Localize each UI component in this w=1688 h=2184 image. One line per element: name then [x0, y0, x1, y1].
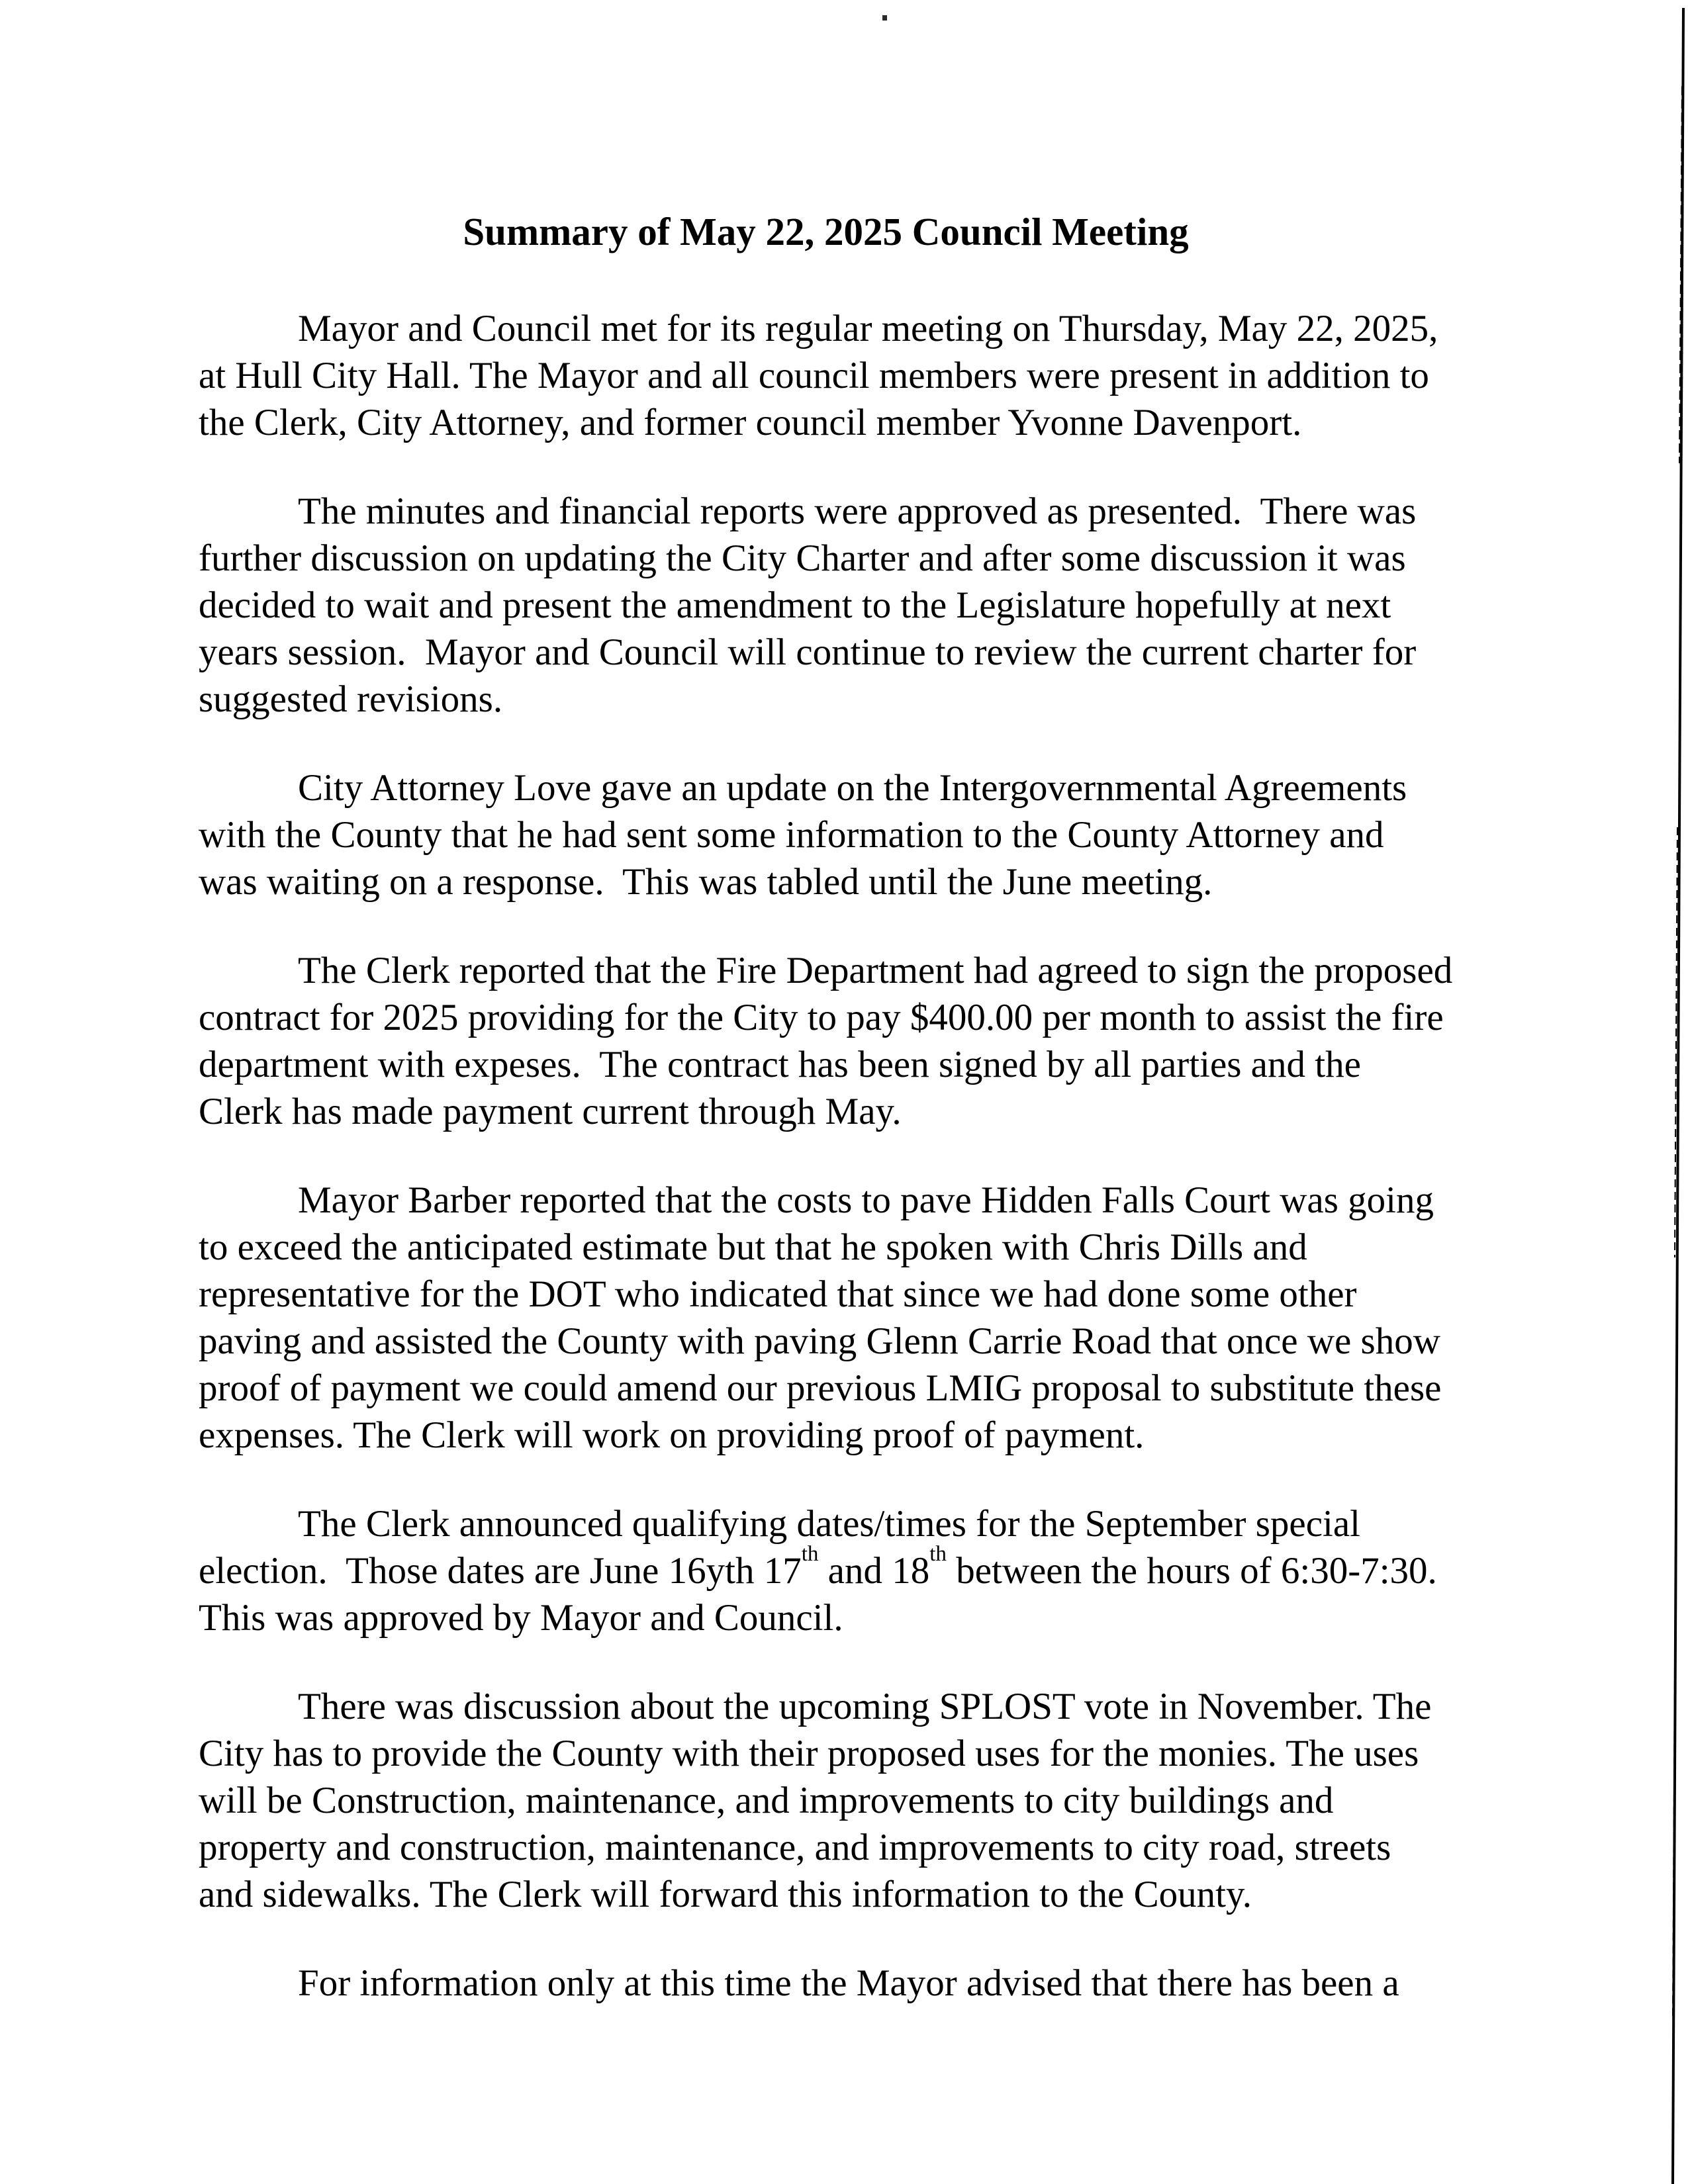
- text-line: For information only at this time the Mayor advised that there has been a: [298, 1962, 1399, 2004]
- text-line: Clerk has made payment current through May.: [199, 1091, 902, 1132]
- text-line: The Clerk announced qualifying dates/times for the September special: [298, 1503, 1360, 1545]
- text-line: City has to provide the County with their proposed uses for the monies. The uses: [199, 1733, 1419, 1774]
- text-line: suggested revisions.: [199, 678, 503, 720]
- text-line: Mayor and Council met for its regular meeting on Thursday, May 22, 2025,: [298, 308, 1438, 349]
- text-line: department with expeses. The contract has been signed by all parties and the: [199, 1044, 1361, 1085]
- paragraph: [199, 305, 1453, 446]
- text-line: The Clerk reported that the Fire Department had agreed to sign the proposed: [298, 950, 1453, 991]
- ordinal-suffix: th: [801, 1542, 819, 1567]
- text-line: The minutes and financial reports were approved as presented. There was: [298, 490, 1417, 532]
- text-line: and sidewalks. The Clerk will forward this information to the County.: [199, 1874, 1252, 1915]
- ordinal-suffix: th: [929, 1542, 947, 1567]
- document-title: Summary of May 22, 2025 Council Meeting: [463, 210, 1189, 253]
- text-line: City Attorney Love gave an update on the Intergovernmental Agreements: [298, 767, 1407, 809]
- paragraph: [199, 1500, 1453, 1641]
- text-line: decided to wait and present the amendment to the Legislature hopefully at next: [199, 584, 1391, 626]
- paragraph: [199, 947, 1453, 1135]
- text-line: was waiting on a response. This was tabled until the June meeting.: [199, 861, 1213, 903]
- text-line: election. Those dates are June 16yth 17th and 18th between the hours of 6:30-7:30.: [199, 1542, 1437, 1592]
- text-line: property and construction, maintenance, and improvements to city road, streets: [199, 1827, 1391, 1868]
- paragraph: [199, 488, 1453, 723]
- paragraph: [199, 1177, 1453, 1459]
- text-line: paving and assisted the County with paving Glenn Carrie Road that once we show: [199, 1320, 1440, 1362]
- text-line: further discussion on updating the City Charter and after some discussion it was: [199, 537, 1406, 579]
- text-line: the Clerk, City Attorney, and former council member Yvonne Davenport.: [199, 402, 1302, 443]
- paragraph: [199, 1960, 1453, 2007]
- scan-artifact-speck: [882, 15, 887, 21]
- text-line: contract for 2025 providing for the City to pay $400.00 per month to assist the fire: [199, 997, 1444, 1038]
- text-line: Mayor Barber reported that the costs to pave Hidden Falls Court was going: [298, 1179, 1434, 1221]
- text-line: at Hull City Hall. The Mayor and all council members were present in addition to: [199, 355, 1429, 396]
- text-line: with the County that he had sent some information to the County Attorney and: [199, 814, 1384, 856]
- paragraph: [199, 1683, 1453, 1918]
- text-line: years session. Mayor and Council will continue to review the current charter for: [199, 631, 1417, 673]
- text-line: to exceed the anticipated estimate but that he spoken with Chris Dills and: [199, 1226, 1307, 1268]
- text-line: representative for the DOT who indicated that since we had done some other: [199, 1273, 1357, 1315]
- text-line: There was discussion about the upcoming SPLOST vote in November. The: [298, 1686, 1432, 1727]
- text-line: expenses. The Clerk will work on providing proof of payment.: [199, 1414, 1145, 1456]
- paragraph: [199, 764, 1453, 905]
- document-body: [199, 305, 1453, 2007]
- text-line: This was approved by Mayor and Council.: [199, 1597, 843, 1639]
- text-line: proof of payment we could amend our previous LMIG proposal to substitute these: [199, 1367, 1442, 1409]
- text-line: will be Construction, maintenance, and improvements to city buildings and: [199, 1780, 1334, 1821]
